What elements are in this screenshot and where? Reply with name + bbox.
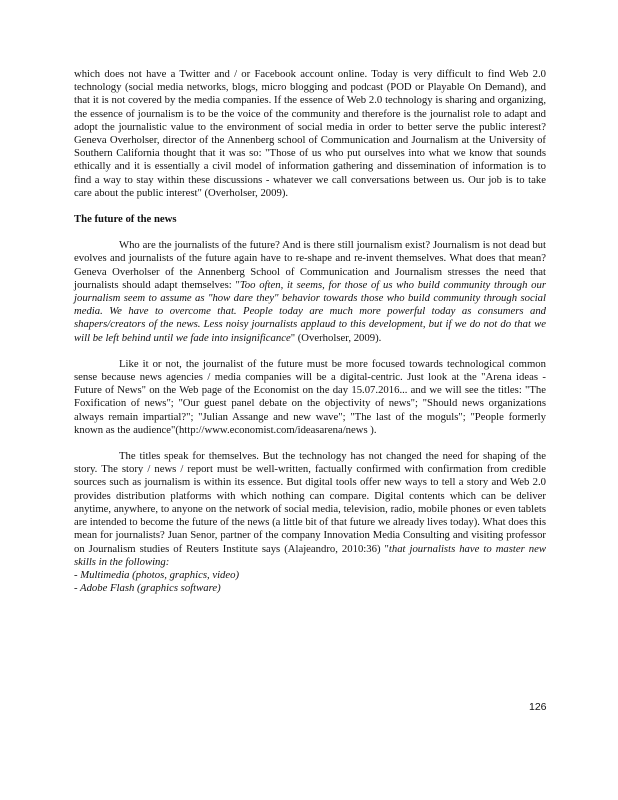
page-number: 126 [529, 701, 547, 713]
paragraph-citation: " (Overholser, 2009). [290, 331, 382, 344]
spacer [74, 200, 546, 213]
list-item: - Adobe Flash (graphics software) [74, 582, 221, 595]
paragraph-titles-speak [74, 450, 546, 569]
paragraph-future-journalists [74, 239, 546, 345]
spacer [74, 345, 546, 358]
list-item: - Multimedia (photos, graphics, video) [74, 568, 240, 581]
paragraph-text: Who are the journalists of the future? And is there still journalism exist? Journalism is not dead but evolves and journalists of the future again have to re-shape and re-invent themselves. What does that mean? Geneva Overholser of the Annenberg School of Communication and Journalism stresses the need that journalists should adapt themselves: " [74, 239, 546, 291]
intro-paragraph: which does not have a Twitter and / or Facebook account online. Today is very difficult to find Web 2.0 technology (social media networks, blogs, micro blogging and podcast (POD or Playable On Demand), and that it is not covered by the media companies. If the essence of Web 2.0 technology is sharing and organizing, the essence of journalism is to be the voice of the community and therefore is the journalist role to adapt and adopt the journalistic value to the environment of social media in order to better serve the public interest? Geneva Overholser, director of the Annenberg school of Communication and Journalism at the University of Southern California thought that it was so: "Those of us who put ourselves into what we know that sounds ethically and it is essentially a civil model of information gathering and dissemination of information is to find a way to stay within these discussions - whatever we call conversations between us. Our job is to take care about the public interest" (Overholser, 2009). [74, 68, 546, 199]
spacer [74, 226, 546, 239]
paragraph-digital-centric: Like it or not, the journalist of the future must be more focused towards technological common sense because news agencies / media companies will be a digital-centric. Just look at the "Arena ideas - Future of News" on the Web page of the Economist on the day 15.07.2016... and we will see the titles: "The Foxification of news"; "Our guest panel debate on the objectivity of news"; "Should news organizations always remain impartial?"; "Julian Assange and new wave"; "The last of the moguls"; "People formerly known as the audience"(http://www.economist.com/ideasarena/news ). [74, 357, 546, 436]
overholser-quote: Too often, it seems, for those of us who build community through our journalism seem to assume as "how dare they" behavior towards those who build community through social media. We have to overcome that. People today are much more powerful today as consumers and shapers/creators of the news. Less noisy journalists applaud to this development, but if we do not do that we will be left behind until we fade into insignificance [74, 278, 547, 344]
paragraph-text: The titles speak for themselves. But the technology has not changed the need for shaping of the story. The story / news / report must be well-written, factually confirmed with confirmation from credible sources such as journalism is within its essence. But digital tools offer new ways to tell a story and Web 2.0 provides distribution platforms with which nothing can compare. Digital contents which can be deliver anytime, anywhere, to anyone on the network of social media, television, radio, mobile phones or even tablets are intended to become the future of the news (a little bit of that future we already lives today). What does this mean for journalists? Juan Senor, partner of the company Innovation Media Consulting and visiting professor on Journalism studies of Reuters Institute says (Alajeandro, 2010:36) " [74, 450, 546, 555]
page-body [74, 68, 546, 595]
section-heading: The future of the news [74, 213, 177, 226]
senor-quote: that journalists have to master new skills in the following: [74, 542, 546, 568]
spacer [74, 437, 546, 450]
